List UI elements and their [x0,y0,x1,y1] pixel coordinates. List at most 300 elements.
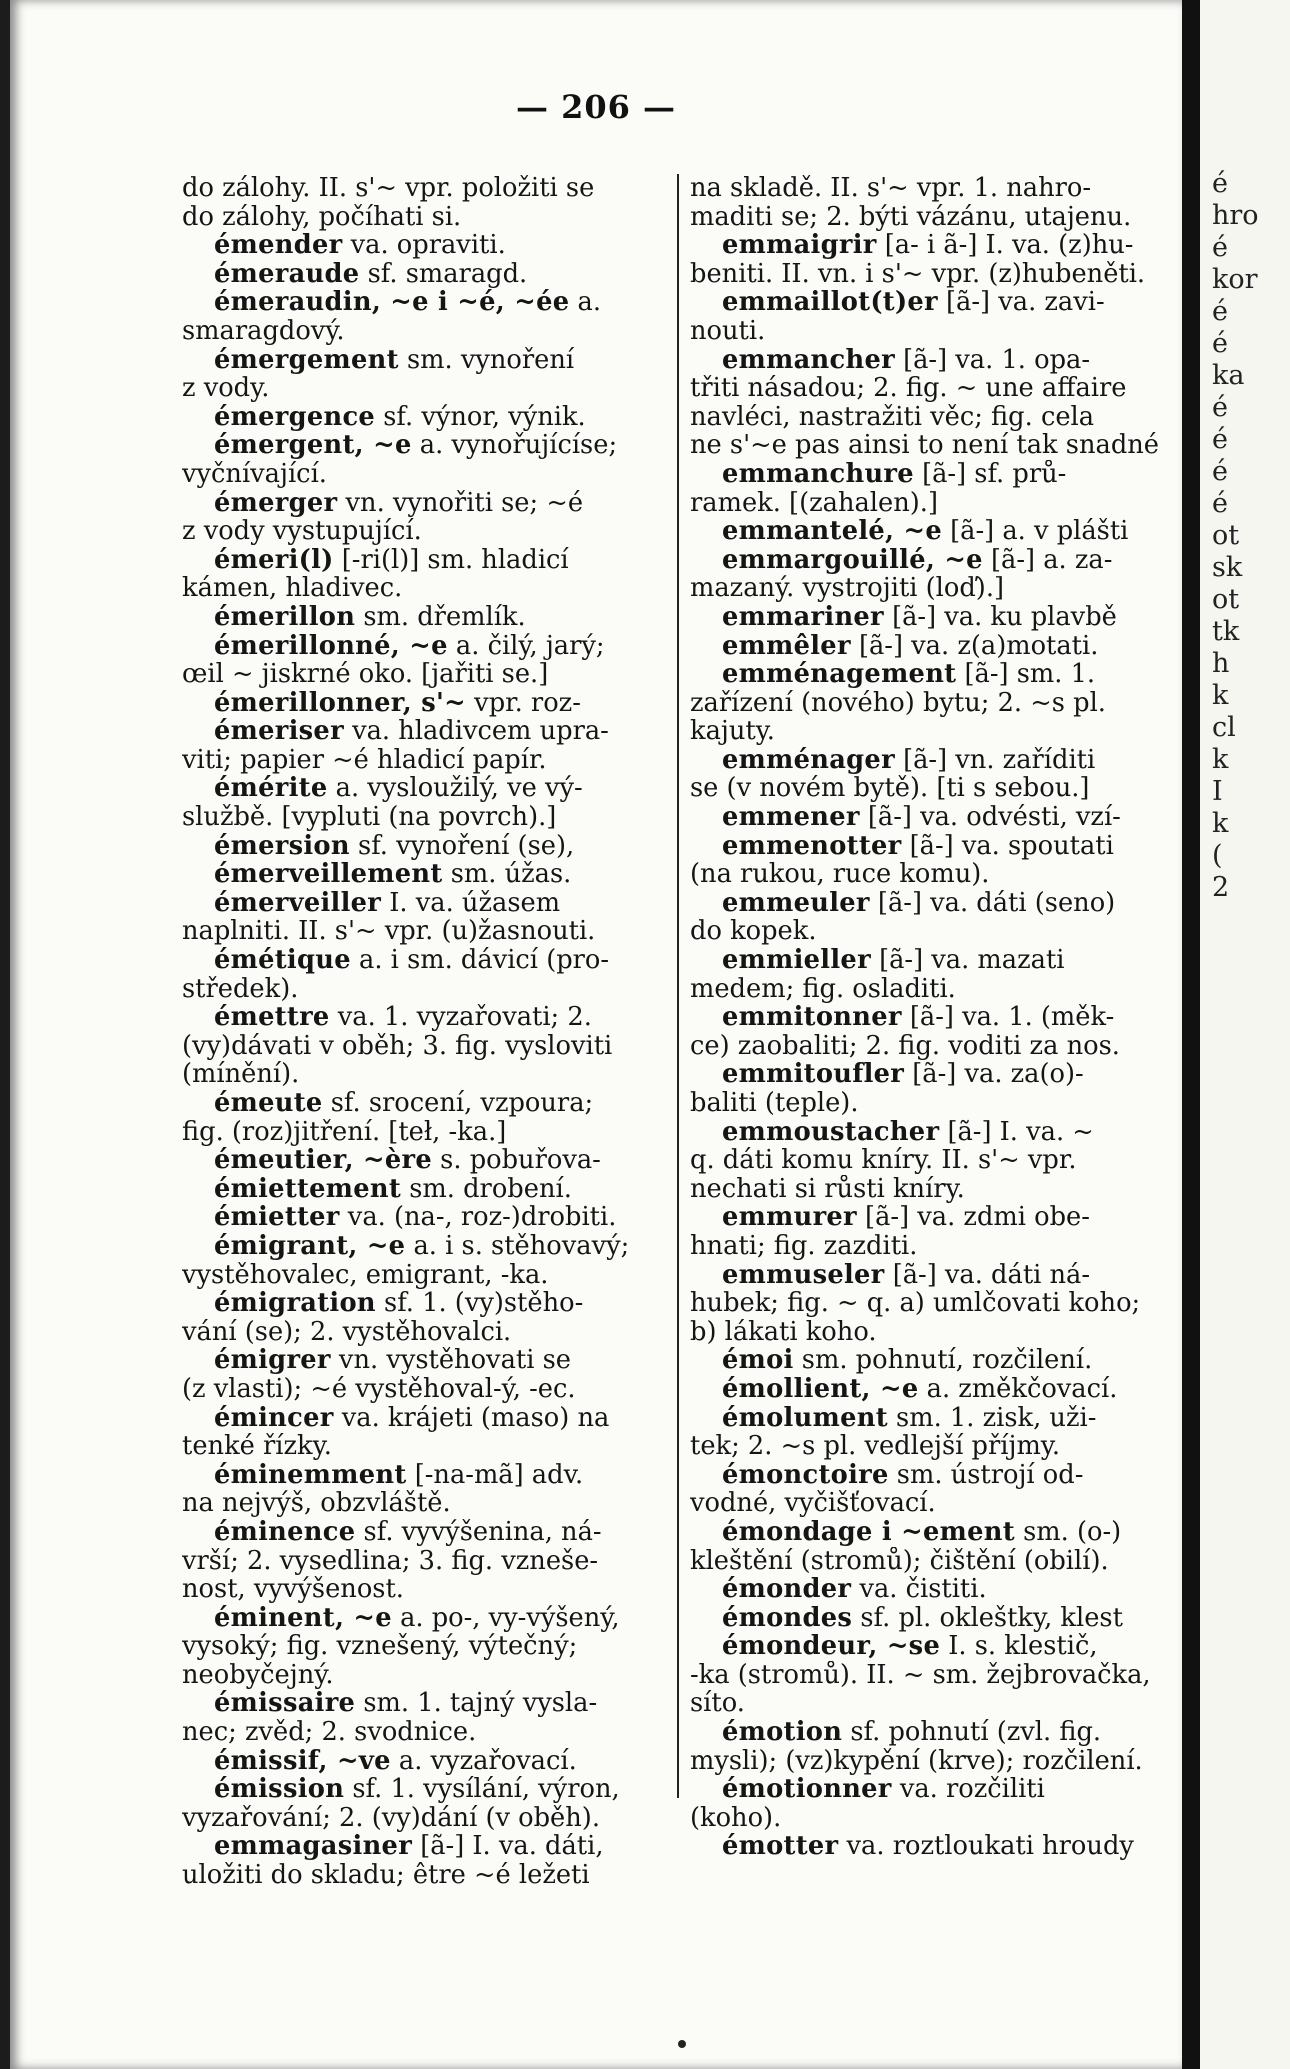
dictionary-continuation-line [690,1689,1166,1718]
dictionary-entry-line [182,1232,672,1261]
entry-text: [ã-] va. ku plavbě [883,602,1117,632]
dictionary-continuation-line [182,1718,672,1747]
entry-text: [ã-] va. spoutati [901,831,1114,861]
headword: émergent, ~e [214,431,412,460]
entry-text: [ã-] vn. zaříditi [894,745,1096,775]
dictionary-entry-line [182,1775,672,1804]
page-number: — 206 — [515,88,677,126]
dictionary-entry-line [182,1003,672,1032]
headword: émondes [722,1603,853,1633]
entry-text: (mínění). [182,1060,300,1089]
dictionary-entry-line [182,260,672,289]
dictionary-continuation-line [690,1747,1166,1776]
entry-text: va. 1. vyzařovati; 2. [329,1003,592,1032]
headword: éminemment [214,1460,407,1490]
entry-text: ce) zaobaliti; 2. fig. voditi za nos. [690,1031,1120,1061]
entry-text: baliti (teple). [690,1089,859,1118]
dictionary-entry-line [690,1718,1166,1747]
dictionary-entry-line [182,1175,672,1204]
dictionary-entry-line [690,346,1166,375]
entry-text: zařízení (nového) bytu; 2. ~s pl. [690,688,1106,718]
headword: éminence [214,1517,356,1547]
headword: émerveillement [214,860,443,889]
dictionary-continuation-line [182,1575,672,1604]
headword: émoi [722,1346,794,1375]
headword: émétique [214,946,351,975]
dictionary-entry-line [690,946,1166,975]
entry-text: s. pobuřova- [432,1146,601,1175]
dictionary-continuation-line [182,374,672,403]
headword: émotter [722,1832,839,1862]
dictionary-entry-line [182,1518,672,1547]
headword: emmaillot(t)er [722,288,938,317]
headword: émerillon [214,602,356,632]
dictionary-continuation-line [182,917,672,946]
dictionary-entry-line [182,889,672,918]
entry-text: [ã-] va. z(a)motati. [850,631,1099,661]
entry-text: maditi se; 2. býti vázánu, utajenu. [690,202,1132,232]
next-page-fragment: é [1212,456,1228,487]
headword: emmoustacher [722,1117,940,1147]
entry-text: va. rozčiliti [891,1775,1045,1804]
entry-text: sm. 1. tajný vysla- [355,1689,598,1719]
entry-text: tenké řízky. [182,1432,332,1461]
entry-text: [ã-] va. zdmi obe- [856,1203,1090,1232]
entry-text: sf. srocení, vzpoura; [322,1089,594,1118]
dictionary-continuation-line [690,1432,1166,1461]
headword: émondage i ~ement [722,1517,1015,1547]
next-page-fragment: é [1212,488,1228,519]
entry-text: síto. [690,1689,745,1719]
headword: emmariner [722,602,884,632]
dictionary-entry-line [182,1604,672,1633]
entry-text: mazaný. vystrojiti (loď).] [690,574,1005,603]
dictionary-entry-line [182,431,672,460]
headword: emmantelé, ~e [722,517,942,546]
dictionary-continuation-line [182,1432,672,1461]
entry-text: sm. úžas. [442,860,572,889]
next-page-fragment: cl [1212,712,1236,743]
dictionary-continuation-line [690,689,1166,718]
dictionary-continuation-line [690,1175,1166,1204]
entry-text: tek; 2. ~s pl. vedlejší příjmy. [690,1432,1061,1461]
entry-text: (na rukou, ruce komu). [690,860,990,889]
dictionary-continuation-line [182,460,672,489]
entry-text: neobyčejný. [182,1660,334,1690]
entry-text: vn. vystěhovati se [330,1346,571,1375]
dictionary-continuation-line [182,660,672,689]
entry-text: a. čilý, jarý; [447,631,605,661]
entry-text: beniti. II. vn. i s'~ vpr. (z)hubeněti. [690,259,1146,289]
headword: emmener [722,803,860,832]
headword: émincer [214,1403,334,1433]
entry-text: službě. [vypluti (na povrch).] [182,803,557,832]
entry-text: sm. pohnutí, rozčilení. [793,1346,1093,1375]
entry-text: œil ~ jiskrné oko. [jařiti se.] [182,660,549,689]
entry-text: a. vysloužilý, ve vý- [327,774,583,804]
headword: emmargouillé, ~e [722,545,983,575]
dictionary-entry-line [690,603,1166,632]
dictionary-continuation-line [182,317,672,346]
headword: emmieller [722,946,871,975]
dictionary-continuation-line [690,717,1166,746]
entry-text: se (v novém bytě). [ti s sebou.] [690,774,1090,804]
dictionary-continuation-line [690,260,1166,289]
entry-text: hubek; fig. ~ q. a) umlčovati koho; [690,1289,1141,1318]
headword: emmanchure [722,459,914,489]
entry-text: vyzařování; 2. (vy)dání (v oběh). [182,1803,600,1833]
headword: émondeur, ~se [722,1632,941,1661]
entry-text: vání (se); 2. vystěhovalci. [182,1317,512,1347]
entry-text: sf. výnor, výnik. [375,402,586,432]
dictionary-continuation-line [182,1261,672,1290]
dictionary-entry-line [182,1832,672,1861]
dictionary-entry-line [182,546,672,575]
dictionary-continuation-line [690,317,1166,346]
entry-text: sf. vynoření (se), [349,831,575,861]
entry-text: [-na-mã] adv. [406,1460,584,1490]
entry-text: I. s. klestič, [940,1632,1098,1661]
dictionary-continuation-line [690,1232,1166,1261]
entry-text: z vody. [182,374,270,403]
entry-text: na skladě. II. s'~ vpr. 1. nahro- [690,174,1092,203]
dictionary-continuation-line [182,1118,672,1147]
next-page-fragment: hro [1212,200,1259,231]
entry-text: sm. drobení. [401,1174,572,1204]
dictionary-entry-line [182,1289,672,1318]
right-column [690,174,1166,1861]
dictionary-continuation-line [182,1547,672,1576]
entry-text: -ka (stromů). II. ~ sm. žejbrovačka, [690,1660,1151,1690]
dictionary-continuation-line [182,174,672,203]
entry-text: mysli); (vz)kypění (krve); rozčilení. [690,1746,1143,1776]
next-page-fragment: I [1212,776,1223,807]
headword: émeute [214,1089,323,1118]
entry-text: naplniti. II. s'~ vpr. (u)žasnouti. [182,917,596,947]
entry-text: [ã-] I. va. ~ [939,1117,1094,1147]
entry-text: a. po-, vy-výšený, [391,1603,620,1633]
next-page-fragment: k [1212,744,1229,775]
dictionary-entry-line [690,1518,1166,1547]
dictionary-continuation-line [690,1032,1166,1061]
dictionary-continuation-line [690,174,1166,203]
headword: émigration [214,1289,376,1318]
entry-text: ne s'~e pas ainsi to není tak snadné [690,431,1160,460]
dictionary-continuation-line [690,1146,1166,1175]
next-page-fragment: kor [1212,264,1258,295]
dictionary-entry-line [182,774,672,803]
entry-text: [ã-] I. va. dáti, [412,1832,604,1862]
dictionary-entry-line [690,632,1166,661]
dictionary-entry-line [690,1461,1166,1490]
headword: émender [214,231,343,260]
dictionary-continuation-line [182,1375,672,1404]
dictionary-continuation-line [690,1661,1166,1690]
dictionary-continuation-line [690,975,1166,1004]
headword: émissaire [214,1689,356,1719]
next-page-fragment: ka [1212,360,1245,391]
dictionary-entry-line [690,1575,1166,1604]
dictionary-continuation-line [690,1289,1166,1318]
next-page-fragment: 2 [1212,872,1230,903]
dictionary-entry-line [690,1261,1166,1290]
dictionary-entry-line [690,1632,1166,1661]
dictionary-entry-line [182,346,672,375]
entry-text: [ã-] va. dáti (seno) [869,888,1116,918]
next-page-fragment: é [1212,232,1228,263]
dictionary-entry-line [690,517,1166,546]
headword: emmuseler [722,1260,885,1290]
headword: emménager [722,745,895,775]
dictionary-entry-line [690,1003,1166,1032]
entry-text: uložiti do skladu; être ~é ležeti [182,1861,590,1890]
entry-text: fig. (roz)jitření. [teł, -ka.] [182,1117,507,1147]
entry-text: sf. vyvýšenina, ná- [355,1517,602,1547]
entry-text: va. čistiti. [851,1575,987,1604]
entry-text: [ã-] sm. 1. [956,660,1096,689]
headword: émollient, ~e [722,1374,919,1404]
entry-text: sm. dřemlík. [355,602,526,632]
entry-text: vyčnívající. [182,459,327,489]
dictionary-continuation-line [182,1661,672,1690]
dictionary-entry-line [690,1203,1166,1232]
entry-text: sf. 1. vysílání, výron, [344,1775,620,1804]
dictionary-continuation-line [690,774,1166,803]
entry-text: va. (na-, roz-)drobiti. [339,1203,617,1232]
entry-text: [ã-] sf. prů- [913,459,1067,489]
next-page-fragment: é [1212,328,1228,359]
dictionary-entry-line [182,1404,672,1433]
dictionary-continuation-line [690,1318,1166,1347]
entry-text: kámen, hladivec. [182,574,403,603]
dictionary-continuation-line [182,746,672,775]
dictionary-entry-line [182,689,672,718]
next-page-fragment: sk [1212,552,1243,583]
entry-text: [-ri(l)] sm. hladicí [333,545,569,575]
headword: emmitoufler [722,1060,905,1089]
dictionary-entry-line [690,1775,1166,1804]
next-page-fragment: ot [1212,584,1240,615]
entry-text: do zálohy, počíhati si. [182,202,462,232]
headword: émiettement [214,1174,402,1204]
entry-text: středek). [182,974,299,1004]
headword: émergement [214,345,399,375]
dictionary-entry-line [690,746,1166,775]
dictionary-continuation-line [690,203,1166,232]
dictionary-page [10,0,1182,2069]
entry-text: a. [569,288,602,317]
entry-text: sf. pohnutí (zvl. fig. [842,1718,1102,1747]
entry-text: kajuty. [690,717,775,746]
headword: emmenotter [722,831,902,861]
entry-text: nec; zvěd; 2. svodnice. [182,1718,477,1747]
dictionary-entry-line [690,832,1166,861]
headword: émerillonné, ~e [214,631,448,661]
entry-text: vodné, vyčišťovací. [690,1489,936,1518]
entry-text: nost, vyvýšenost. [182,1575,404,1604]
dictionary-continuation-line [690,403,1166,432]
dictionary-continuation-line [690,860,1166,889]
dictionary-entry-line [182,1089,672,1118]
entry-text: [ã-] va. 1. opa- [894,345,1091,375]
entry-text: medem; fig. osladiti. [690,974,956,1004]
entry-text: [ã-] va. zavi- [937,288,1105,317]
dictionary-continuation-line [690,374,1166,403]
dictionary-entry-line [182,946,672,975]
entry-text: (koho). [690,1803,782,1833]
left-column [182,174,672,1890]
next-page-fragment: é [1212,392,1228,423]
entry-text: q. dáti komu kníry. II. s'~ vpr. [690,1146,1077,1175]
dictionary-entry-line [182,1747,672,1776]
headword: émigrer [214,1346,331,1375]
dictionary-entry-line [690,460,1166,489]
entry-text: vysoký; fig. vznešený, výtečný; [182,1632,578,1661]
entry-text: navléci, nastražiti věc; fig. cela [690,402,1095,432]
headword: émolument [722,1403,888,1433]
dictionary-entry-line [690,231,1166,260]
headword: émérite [214,774,328,804]
entry-text: sf. pl. okleštky, klest [852,1603,1123,1633]
next-page-fragment: ot [1212,520,1240,551]
entry-text: a. i s. stěhovavý; [405,1231,630,1261]
entry-text: vpr. roz- [466,688,581,718]
headword: éminent, ~e [214,1603,392,1633]
entry-text: [ã-] va. 1. (měk- [901,1003,1115,1032]
dictionary-continuation-line [182,1489,672,1518]
headword: émission [214,1775,345,1804]
next-page-edge [1200,0,1290,2069]
dictionary-entry-line [182,403,672,432]
dictionary-entry-line [182,632,672,661]
entry-text: sm. 1. zisk, uži- [887,1403,1097,1433]
entry-text: a. vynořujícíse; [411,431,618,460]
entry-text: sm. ústrojí od- [888,1460,1084,1490]
dictionary-continuation-line [182,517,672,546]
dictionary-entry-line [690,1604,1166,1633]
headword: émonctoire [722,1460,889,1490]
entry-text: a. vyzařovací. [390,1746,577,1776]
dictionary-entry-line [690,1060,1166,1089]
dictionary-entry-line [690,889,1166,918]
headword: émeriser [214,717,344,746]
dictionary-entry-line [690,1404,1166,1433]
headword: émeutier, ~ère [214,1146,433,1175]
entry-text: [a- i ã-] I. va. (z)hu- [876,231,1134,260]
dictionary-entry-line [182,1146,672,1175]
headword: émettre [214,1003,330,1032]
dictionary-entry-line [182,1346,672,1375]
entry-text: nechati si růsti kníry. [690,1174,965,1204]
entry-text: va. opraviti. [342,231,506,260]
entry-text: va. krájeti (maso) na [333,1403,610,1433]
headword: emmaigrir [722,231,877,260]
entry-text: [ã-] va. odvésti, vzí- [859,803,1121,832]
entry-text: viti; papier ~é hladicí papír. [182,745,547,775]
headword: emmêler [722,631,851,661]
dictionary-continuation-line [690,431,1166,460]
headword: émotionner [722,1775,892,1804]
entry-text: [ã-] a. v plášti [942,517,1129,546]
entry-text: vn. vynořiti se; ~é [337,488,584,518]
next-page-fragment: k [1212,808,1229,839]
entry-text: a. změkčovací. [918,1374,1118,1404]
next-page-fragment: ( [1212,840,1223,871]
headword: émerveiller [214,888,382,918]
entry-text: I. va. úžasem [381,888,561,918]
dictionary-continuation-line [182,1060,672,1089]
entry-text: [ã-] va. dáti ná- [884,1260,1091,1290]
headword: émonder [722,1575,852,1604]
entry-text: vrší; 2. vysedlina; 3. fig. vzneše- [182,1546,599,1576]
dictionary-continuation-line [182,574,672,603]
dictionary-entry-line [182,603,672,632]
dictionary-continuation-line [182,1032,672,1061]
dictionary-continuation-line [690,1804,1166,1833]
bottom-dot [678,2040,686,2048]
dictionary-entry-line [182,489,672,518]
book-gutter [1182,0,1200,2069]
entry-text: [ã-] va. za(o)- [904,1060,1084,1089]
headword: émissif, ~ve [214,1746,391,1776]
headword: émotion [722,1718,843,1747]
entry-text: sf. 1. (vy)stěho- [375,1289,584,1318]
next-page-fragment: é [1212,424,1228,455]
headword: émeraude [214,259,360,289]
entry-text: b) lákati koho. [690,1317,877,1347]
entry-text: do kopek. [690,917,817,947]
dictionary-continuation-line [182,1804,672,1833]
dictionary-continuation-line [690,1089,1166,1118]
next-page-fragment: h [1212,648,1230,679]
dictionary-entry-line [690,1118,1166,1147]
dictionary-continuation-line [182,1318,672,1347]
dictionary-entry-line [182,860,672,889]
entry-text: (vy)dávati v oběh; 3. fig. vysloviti [182,1031,613,1061]
headword: émeraudin, ~e i ~é, ~ée [214,288,570,317]
dictionary-entry-line [690,546,1166,575]
entry-text: a. i sm. dávicí (pro- [350,946,610,975]
entry-text: hnati; fig. zazditi. [690,1231,918,1261]
dictionary-entry-line [182,1461,672,1490]
entry-text: sf. smaragd. [359,259,528,289]
headword: emmurer [722,1203,857,1232]
entry-text: sm. vynoření [398,345,575,375]
entry-text: [ã-] a. za- [982,545,1113,575]
headword: émerger [214,488,338,518]
entry-text: smaragdový. [182,316,345,346]
dictionary-continuation-line [182,803,672,832]
entry-text: do zálohy. II. s'~ vpr. položiti se [182,174,595,203]
next-page-fragment: é [1212,168,1228,199]
dictionary-entry-line [182,1689,672,1718]
dictionary-continuation-line [690,1489,1166,1518]
dictionary-continuation-line [690,489,1166,518]
headword: emmancher [722,345,895,375]
dictionary-entry-line [182,717,672,746]
entry-text: (z vlasti); ~é vystěhoval-ý, -ec. [182,1374,576,1404]
entry-text: va. hladivcem upra- [343,717,609,746]
entry-text: ramek. [(zahalen).] [690,488,938,518]
next-page-fragment: k [1212,680,1229,711]
dictionary-entry-line [690,1375,1166,1404]
dictionary-entry-line [182,231,672,260]
entry-text: z vody vystupující. [182,517,422,546]
column-divider [677,174,679,1798]
dictionary-continuation-line [182,1861,672,1890]
headword: émergence [214,402,376,432]
dictionary-entry-line [182,1203,672,1232]
